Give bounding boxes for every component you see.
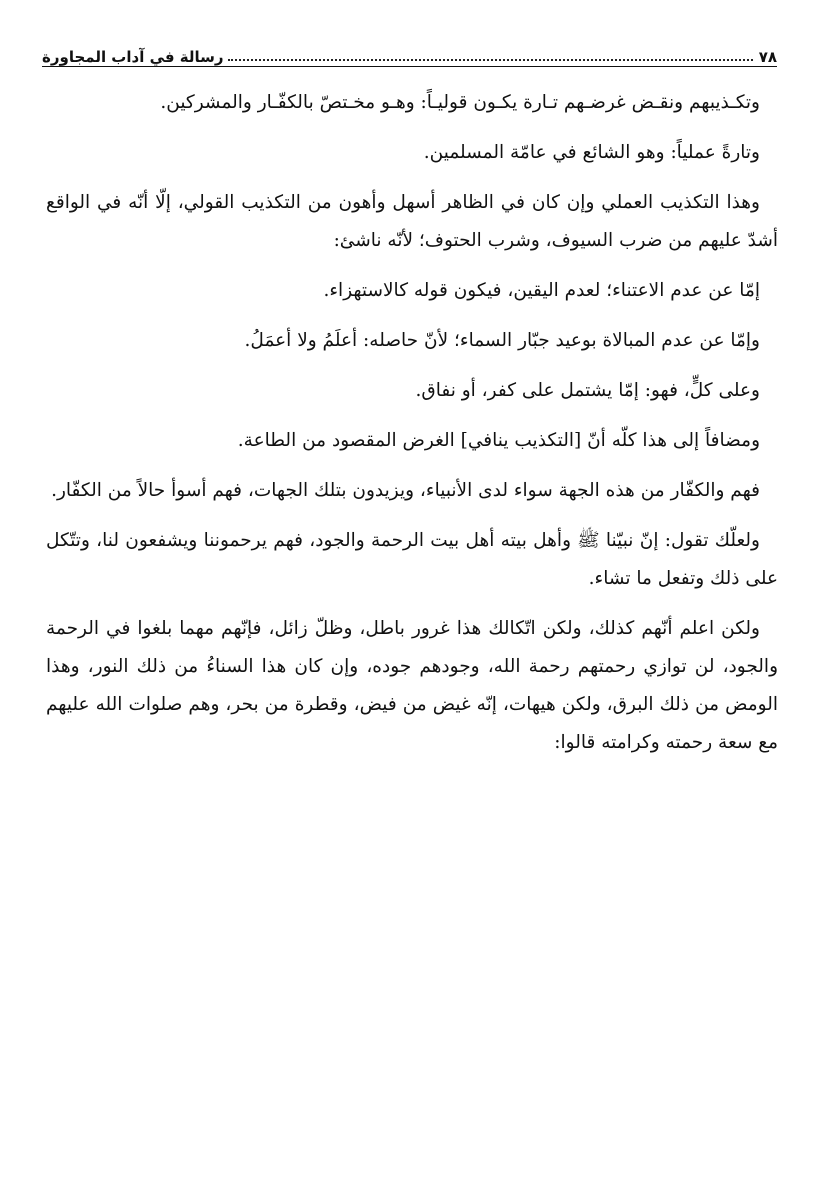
header-rule (42, 66, 777, 67)
header-dot-leader (228, 59, 753, 61)
page-number: ٧٨ (758, 48, 777, 66)
page-header (42, 36, 777, 66)
page-body (46, 84, 778, 774)
paragraph: ومضافاً إلى هذا كلّه أنّ [التكذيب ينافي] الغرض المقصود من الطاعة. (237, 430, 760, 451)
paragraph: وعلى كلٍّ، فهو: إمّا يشتمل على كفر، أو نفاق. (415, 380, 760, 401)
paragraph: وتارةً عملياً: وهو الشائع في عامّة المسلمين. (423, 142, 760, 163)
paragraph: إمّا عن عدم الاعتناء؛ لعدم اليقين، فيكون قوله كالاستهزاء. (323, 280, 760, 301)
running-title: رسالة في آداب المجاورة (42, 48, 224, 66)
paragraph: وتكـذيبهم ونقـض غرضـهم تـارة يكـون قوليـاً: وهـو مخـتصّ بالكفّـار والمشركين. (160, 92, 760, 113)
paragraph: فهم والكفّار من هذه الجهة سواء لدى الأنبياء، ويزيدون بتلك الجهات، فهم أسوأ حالاً من الكفّار. (51, 480, 760, 501)
paragraph: وهذا التكذيب العملي وإن كان في الظاهر أسهل وأهون من التكذيب القولي، إلّا أنّه في الواقع أشدّ عليهم من ضرب السيوف، وشرب الحتوف؛ لأنّه ناشئ: (46, 192, 778, 251)
paragraph: وإمّا عن عدم المبالاة بوعيد جبّار السماء؛ لأنّ حاصله: أعلَمُ ولا أعمَلُ. (244, 330, 760, 351)
paragraph: ولكن اعلم أنّهم كذلك، ولكن اتّكالك هذا غرور باطل، وظلّ زائل، فإنّهم مهما بلغوا في الرحمة والجود، لن توازي رحمتهم رحمة الله، وجودهم جوده، وإن كان هذا السناءُ من ذلك النور، وهذا الومض من ذلك البرق، ولكن هيهات، إنّه غيض من فيض، وقطرة من بحر، وهم صلوات الله عليهم مع سعة رحمته وكرامته قالوا: (46, 618, 778, 753)
paragraph: ولعلّك تقول: إنّ نبيّنا ﷺ وأهل بيته أهل بيت الرحمة والجود، فهم يرحموننا ويشفعون لنا، وتتّكل على ذلك وتفعل ما تشاء. (46, 530, 778, 589)
